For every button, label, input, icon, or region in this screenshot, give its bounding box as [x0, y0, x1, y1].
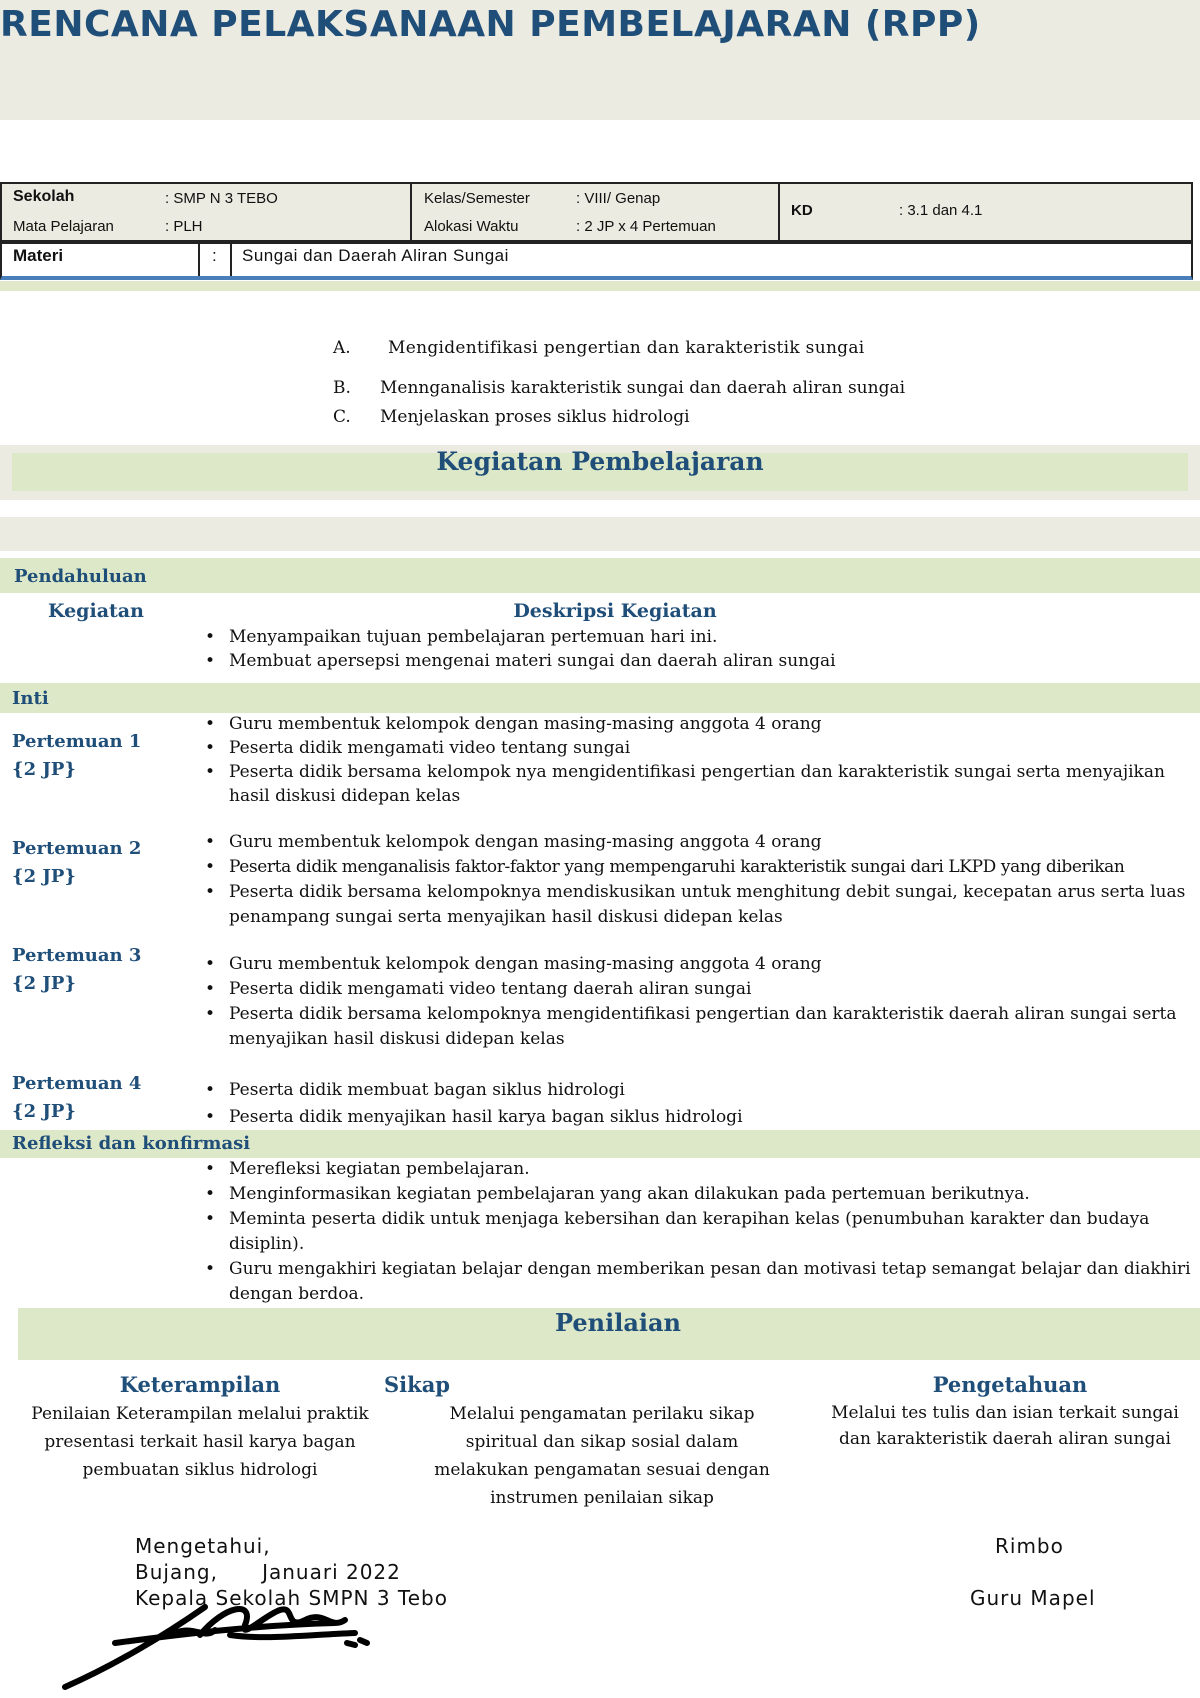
list-item: • Peserta didik menyajikan hasil karya bagan siklus hidrologi [205, 1104, 1195, 1131]
list-item: • Peserta didik menganalisis faktor-faktor yang mempengaruhi karakteristik sungai dari LKPD yang diberikan [205, 855, 1200, 880]
list-item: • Peserta didik bersama kelompoknya mendiskusikan untuk menghitung debit sungai, kecepatan arus serta luas penampang sungai serta menyajikan hasil diskusi didepan kelas [205, 880, 1200, 930]
inti-band [0, 683, 1200, 713]
sikap-title: Sikap [384, 1372, 450, 1397]
divider [230, 244, 232, 276]
refleksi-list [205, 1157, 1195, 1307]
pendahuluan-band [0, 558, 1200, 593]
pertemuan-jp: {2 JP} [12, 1101, 76, 1122]
materi-label: Materi [13, 246, 64, 265]
pertemuan-jp: {2 JP} [12, 866, 76, 887]
keterampilan-text: Penilaian Keterampilan melalui praktik presentasi terkait hasil karya bagan pembuatan siklus hidrologi [31, 1404, 369, 1480]
kd-label: KD [791, 202, 813, 219]
pertemuan-list [205, 830, 1200, 930]
list-item: • Guru membentuk kelompok dengan masing-masing anggota 4 orang [205, 952, 1195, 977]
pendahuluan-label: Pendahuluan [14, 566, 147, 587]
place-date-text: Bujang, Januari 2022 [135, 1560, 401, 1584]
list-item: • Menyampaikan tujuan pembelajaran pertemuan hari ini. [205, 625, 1195, 649]
list-item: • Peserta didik membuat bagan siklus hidrologi [205, 1077, 1195, 1104]
pertemuan-title [12, 835, 141, 891]
list-item: • Membuat apersepsi mengenai materi sungai dan daerah aliran sungai [205, 649, 1195, 673]
objective-marker: C. [333, 407, 351, 427]
pertemuan-list [205, 952, 1195, 1052]
alokasi-label: Alokasi Waktu [424, 218, 519, 235]
pertemuan-name: Pertemuan 2 [12, 838, 142, 859]
list-item: • Guru membentuk kelompok dengan masing-masing anggota 4 orang [205, 830, 1200, 855]
guru-mapel-text: Guru Mapel [970, 1586, 1096, 1610]
materi-separator: : [212, 246, 217, 265]
sikap-text: Melalui pengamatan perilaku sikap spiritual dan sikap sosial dalam melakukan pengamatan sesuai dengan instrumen penilaian sikap [434, 1404, 770, 1508]
pertemuan-title [12, 1070, 141, 1126]
sekolah-label: Sekolah [13, 188, 75, 205]
pertemuan-title [12, 942, 141, 998]
kelas-label: Kelas/Semester [424, 190, 530, 207]
pertemuan-title [12, 728, 141, 784]
pertemuan-list [205, 712, 1195, 808]
signature-image [55, 1595, 385, 1695]
keterampilan-title: Keterampilan [119, 1372, 281, 1397]
list-item: • Guru membentuk kelompok dengan masing-masing anggota 4 orang [205, 712, 1195, 736]
pertemuan-list [205, 1077, 1195, 1131]
list-item: • Peserta didik bersama kelompoknya mengidentifikasi pengertian dan karakteristik daerah aliran sungai serta menyajikan hasil diskusi didepan kelas [205, 1002, 1195, 1052]
list-item: • Guru mengakhiri kegiatan belajar dengan memberikan pesan dan motivasi tetap semangat belajar dan diakhiri dengan berdoa. [205, 1257, 1195, 1307]
pengetahuan-text: Melalui tes tulis dan isian terkait sungai dan karakteristik daerah aliran sungai [831, 1403, 1179, 1449]
document-title: RENCANA PELAKSANAAN PEMBELAJARAN (RPP) [0, 4, 981, 45]
inti-label: Inti [12, 688, 49, 709]
rimbo-text: Rimbo [995, 1534, 1064, 1558]
alokasi-value: : 2 JP x 4 Pertemuan [576, 218, 716, 235]
list-item: • Menginformasikan kegiatan pembelajaran yang akan dilakukan pada pertemuan berikutnya. [205, 1182, 1195, 1207]
col-deskripsi: Deskripsi Kegiatan [513, 600, 717, 622]
materi-row [0, 242, 1193, 280]
list-item: • Meminta peserta didik untuk menjaga kebersihan dan kerapihan kelas (penumbuhan karakter dan budaya disiplin). [205, 1207, 1195, 1257]
pengetahuan-title: Pengetahuan [932, 1372, 1088, 1397]
objective-text: Mennganalisis karakteristik sungai dan daerah aliran sungai [380, 378, 906, 398]
objective-text: Menjelaskan proses siklus hidrologi [380, 407, 690, 427]
mapel-label: Mata Pelajaran [13, 218, 114, 235]
kegiatan-heading: Kegiatan Pembelajaran [436, 447, 764, 476]
divider [198, 244, 200, 276]
col-kegiatan: Kegiatan [48, 600, 144, 622]
objective-marker: A. [333, 338, 351, 358]
materi-value: Sungai dan Daerah Aliran Sungai [242, 246, 509, 265]
pertemuan-jp: {2 JP} [12, 759, 76, 780]
objective-text: Mengidentifikasi pengertian dan karakteristik sungai [388, 338, 865, 358]
list-item: • Merefleksi kegiatan pembelajaran. [205, 1157, 1195, 1182]
pertemuan-name: Pertemuan 4 [12, 1073, 142, 1094]
info-box [0, 182, 1193, 242]
refleksi-label: Refleksi dan konfirmasi [12, 1133, 251, 1154]
mapel-value: : PLH [165, 218, 203, 235]
objective-marker: B. [333, 378, 351, 398]
pendahuluan-list [205, 625, 1195, 673]
pertemuan-jp: {2 JP} [12, 973, 76, 994]
list-item: • Peserta didik mengamati video tentang daerah aliran sungai [205, 977, 1195, 1002]
kepala-sekolah-text: Kepala Sekolah SMPN 3 Tebo [135, 1586, 448, 1610]
list-item: • Peserta didik mengamati video tentang sungai [205, 736, 1195, 760]
divider [410, 184, 412, 240]
sekolah-value: : SMP N 3 TEBO [165, 190, 278, 207]
pertemuan-name: Pertemuan 1 [12, 731, 142, 752]
pertemuan-name: Pertemuan 3 [12, 945, 142, 966]
divider [778, 184, 780, 240]
list-item: • Peserta didik bersama kelompok nya mengidentifikasi pengertian dan karakteristik sungai serta menyajikan hasil diskusi didepan kelas [205, 760, 1195, 808]
spacer-band [0, 517, 1200, 551]
mengetahui-text: Mengetahui, [135, 1534, 271, 1558]
kd-value: : 3.1 dan 4.1 [899, 202, 983, 219]
materi-underline [0, 281, 1200, 291]
penilaian-heading: Penilaian [554, 1308, 682, 1337]
kelas-value: : VIII/ Genap [576, 190, 661, 207]
